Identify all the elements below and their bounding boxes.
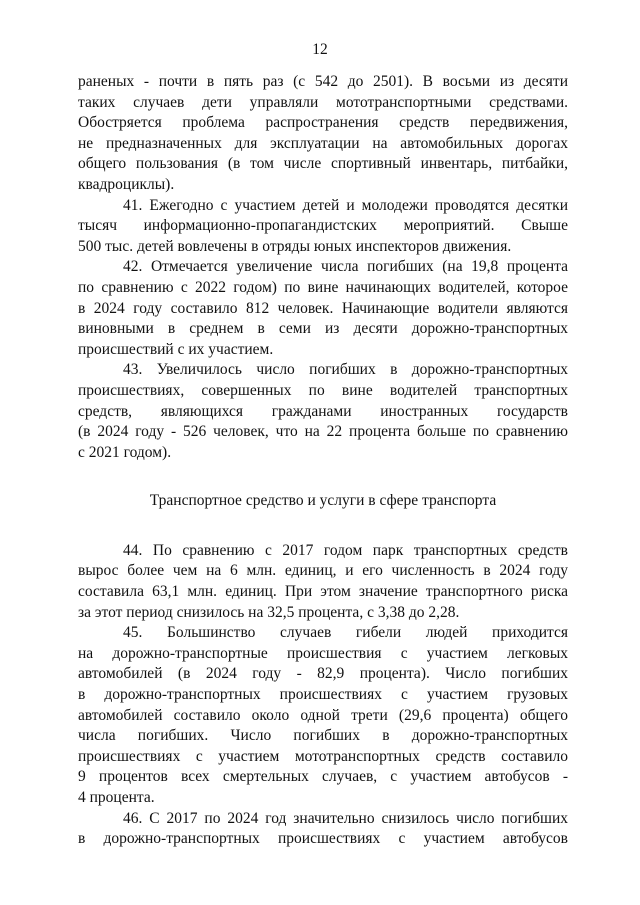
paragraph bbox=[78, 257, 568, 360]
text-line: 9 процентов всех смертельных случаев, с участием автобусов - bbox=[78, 768, 568, 786]
paragraph bbox=[78, 809, 568, 850]
text-line: происшествиях с участием мототранспортных средств составило bbox=[78, 747, 568, 765]
text-line: числа погибших. Число погибших в дорожно-транспортных bbox=[78, 727, 568, 745]
text-line: 45. Большинство случаев гибели людей приходится bbox=[123, 624, 568, 642]
text-line: (в 2024 году - 526 человек, что на 22 процента больше по сравнению bbox=[78, 423, 568, 441]
page-number: 12 bbox=[312, 41, 328, 58]
text-line: средств, являющихся гражданами иностранных государств bbox=[78, 402, 568, 420]
text-line: тысяч информационно-пропагандистских мероприятий. Свыше bbox=[78, 217, 568, 235]
paragraph bbox=[78, 623, 568, 808]
text-line: таких случаев дети управляли мототранспортными средствами. bbox=[78, 93, 568, 111]
paragraph bbox=[78, 196, 568, 258]
text-line: квадроциклы). bbox=[78, 175, 175, 193]
text-line: 42. Отмечается увеличение числа погибших (на 19,8 процента bbox=[123, 258, 568, 276]
text-line: на дорожно-транспортные происшествия с участием легковых bbox=[78, 644, 568, 662]
section-heading: Транспортное средство и услуги в сфере транспорта bbox=[149, 492, 497, 510]
document-body bbox=[78, 72, 568, 850]
text-line: происшествиях, совершенных по вине водителей транспортных bbox=[78, 381, 568, 399]
text-line: автомобилей (в 2024 году - 82,9 процента). Число погибших bbox=[78, 665, 568, 683]
text-line: за этот период снизилось на 32,5 процента, с 3,38 до 2,28. bbox=[78, 603, 460, 621]
text-line: 44. По сравнению с 2017 годом парк транспортных средств bbox=[123, 541, 568, 559]
text-line: автомобилей составило около одной трети (29,6 процента) общего bbox=[78, 706, 568, 724]
text-line: виновными в среднем в семи из десяти дорожно-транспортных bbox=[78, 320, 568, 338]
paragraph-group-before-heading bbox=[78, 72, 568, 463]
text-line: 4 процента. bbox=[78, 789, 155, 806]
paragraph bbox=[78, 541, 568, 623]
text-line: 43. Увеличилось число погибших в дорожно-транспортных bbox=[123, 361, 568, 379]
text-line: по сравнению с 2022 годом) по вине начинающих водителей, которое bbox=[78, 278, 568, 296]
text-line: общего пользования (в том числе спортивный инвентарь, питбайки, bbox=[78, 155, 568, 173]
text-line: не предназначенных для эксплуатации на автомобильных дорогах bbox=[78, 134, 568, 152]
text-line: Обостряется проблема распространения средств передвижения, bbox=[78, 114, 568, 132]
text-line: в дорожно-транспортных происшествиях с участием грузовых bbox=[78, 686, 568, 704]
text-line: составила 63,1 млн. единиц. При этом значение транспортного риска bbox=[78, 583, 568, 601]
text-line: 500 тыс. детей вовлечены в отряды юных инспекторов движения. bbox=[78, 237, 512, 255]
text-line: 41. Ежегодно с участием детей и молодежи проводятся десятки bbox=[123, 196, 568, 214]
paragraph bbox=[78, 360, 568, 463]
text-line: вырос более чем на 6 млн. единиц, и его численность в 2024 году bbox=[78, 562, 568, 580]
text-line: в 2024 году составило 812 человек. Начинающие водители являются bbox=[78, 299, 568, 317]
text-line: раненых - почти в пять раз (с 542 до 2501). В восьми из десяти bbox=[78, 73, 568, 90]
paragraph-group-after-heading bbox=[78, 541, 568, 850]
text-line: 46. С 2017 по 2024 год значительно снизилось число погибших bbox=[123, 809, 568, 827]
text-line: с 2021 годом). bbox=[78, 443, 172, 461]
text-line: происшествий с их участием. bbox=[78, 340, 274, 358]
text-line: в дорожно-транспортных происшествиях с участием автобусов bbox=[78, 830, 568, 848]
paragraph bbox=[78, 72, 568, 196]
